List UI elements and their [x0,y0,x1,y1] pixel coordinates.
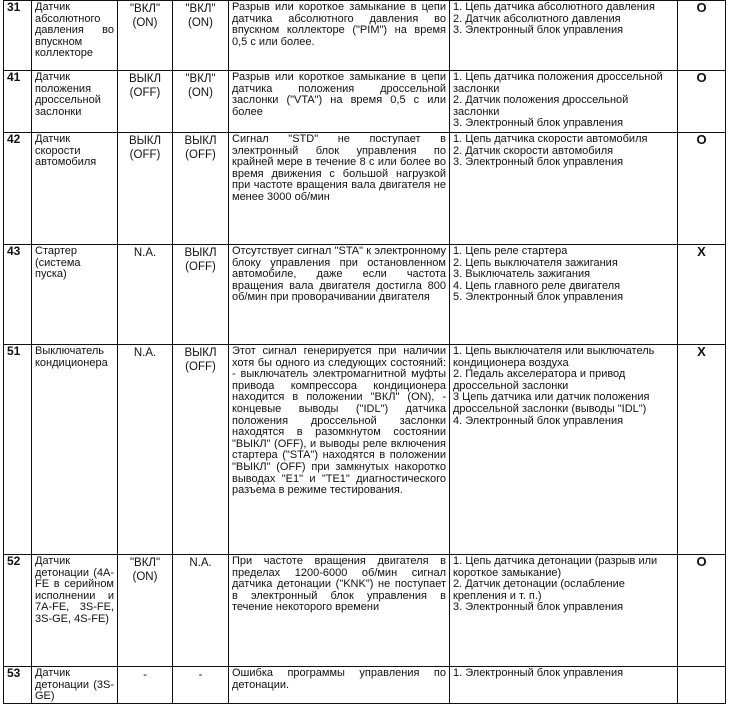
trouble-area-cell [450,1,678,71]
table-row [4,133,726,245]
condition-cell [229,667,450,704]
test-mode-on-cell [118,133,173,245]
trouble-area-item: 3. Электронный блок управления [453,156,624,169]
memory-mark-cell [678,1,726,71]
test-on-state: ВЫКЛ [128,135,162,147]
test-off-state: ВЫКЛ [184,347,217,359]
code-cell [4,1,32,71]
table-row [4,345,726,555]
test-off-state-en: (ON) [188,17,213,29]
memory-mark: O [696,0,707,15]
test-mode-on-cell [118,345,173,555]
memory-mark-cell [678,133,726,245]
table-row [4,667,726,704]
test-on-state: "ВКЛ" [129,3,161,15]
diagnosis-condition: Разрыв или короткое замыкание в цепи датчика абсолютного давления во впускном коллекторе ("PIM") на время 0,5 с или более. [232,1,446,48]
diagnostic-code-table [3,0,726,704]
test-on-state: - [143,669,147,681]
test-on-state: N.A. [133,247,157,259]
trouble-area-cell [450,667,678,704]
condition-cell [229,555,450,667]
test-mode-off-cell [173,345,229,555]
memory-mark: O [696,132,707,147]
test-mode-off-cell [173,133,229,245]
system-name: Датчик положения дроссельной заслонки [35,71,101,118]
test-mode-on-cell [118,245,173,345]
test-off-state: ВЫКЛ [184,135,217,147]
trouble-area-item: 1. Цепь датчика скорости автомобиля [453,133,648,145]
trouble-area-item: 2. Датчик абсолютного давления [453,12,621,25]
system-cell [32,667,118,704]
test-off-state-en: (OFF) [185,149,216,161]
trouble-area-cell [450,133,678,245]
diagnosis-condition: Ошибка программы управления по детонации. [232,667,446,691]
test-mode-on-cell [118,555,173,667]
code-cell [4,345,32,555]
diagnosis-condition: Сигнал "STD" не поступает в электронный блок управления по крайней мере в течение 8 с или более во время движения с большой нагрузкой при частоте вращения вала двигателя не менее 3000 об/мин [232,133,446,203]
test-mode-on-cell [118,1,173,71]
test-on-state-en: (ON) [132,17,158,29]
trouble-area-item: 1. Цепь реле стартера [453,245,568,257]
memory-mark: X [697,244,706,259]
system-cell [32,1,118,71]
condition-cell [229,345,450,555]
test-off-state: "ВКЛ" [185,73,216,85]
trouble-area-item: 3 Цепь датчика или датчик положения дроссельной заслонки (выводы "IDL") [453,391,650,415]
system-name: Датчик детонации (4A-FE в серийном исполнении и 7A-FE, 3S-FE, 3S-GE, 4S-FE) [35,555,114,625]
table-row [4,555,726,667]
memory-mark-cell [678,71,726,133]
code-number: 41 [7,70,21,84]
condition-cell [229,71,450,133]
trouble-area-item: 4. Электронный блок управления [453,414,624,427]
code-cell [4,245,32,345]
diagnosis-condition: Разрыв или короткое замыкание в цепи датчика положения дроссельной заслонки ("VTA") на время 0,5 с или более [232,71,446,118]
test-mode-on-cell [118,71,173,133]
system-cell [32,555,118,667]
code-cell [4,667,32,704]
trouble-area-item: 1. Цепь датчика детонации (разрыв или короткое замыкание) [453,555,658,579]
table-row [4,71,726,133]
diagnosis-condition: Этот сигнал генерируется при наличии хотя бы одного из следующих состояний: - выключатель электромагнитной муфты привода компрессора кондиционера находится в положении "ВКЛ" (ON), - концевые выводы ("IDL") датчика положения дроссельной заслонки находятся в разомкнутом состоянии "ВЫКЛ" (OFF), и выводы реле включения стартера ("STA") находятся в положении "ВЫКЛ" (OFF) при замкнутых накоротко выводах "E1" и "TE1" диагностического разъема в режиме тестирования. [232,345,446,497]
memory-mark: O [696,554,707,569]
system-cell [32,245,118,345]
test-on-state-en: (OFF) [129,149,161,161]
trouble-area-item: 3. Электронный блок управления [453,24,624,37]
test-mode-off-cell [173,555,229,667]
memory-mark-cell [678,245,726,345]
code-number: 42 [7,132,21,146]
memory-mark: X [697,344,706,359]
trouble-area-item: 1. Цепь выключателя или выключатель кондиционера воздуха [453,345,655,369]
trouble-area-item: 3. Электронный блок управления [453,117,624,130]
test-mode-off-cell [173,667,229,704]
test-on-state-en: (ON) [132,571,158,583]
memory-mark-cell [678,667,726,704]
code-number: 52 [7,554,21,568]
trouble-area-item: 2. Цепь выключателя зажигания [453,256,618,269]
test-off-state-en: (ON) [188,87,213,99]
test-mode-off-cell [173,245,229,345]
system-name: Датчик скорости автомобиля [35,133,97,169]
memory-mark-cell [678,555,726,667]
table-row [4,245,726,345]
trouble-area-item: 3. Выключатель зажигания [453,268,591,281]
code-number: 31 [7,0,21,14]
trouble-area-item: 2. Педаль акселератора и привод дроссельной заслонки [453,368,626,392]
memory-mark-cell [678,345,726,555]
test-off-state: - [198,669,203,681]
system-cell [32,133,118,245]
test-off-state-en: (OFF) [185,361,216,373]
test-on-state: "ВКЛ" [129,557,161,569]
system-name: Датчик абсолютного давления во впускном коллекторе [35,1,114,60]
test-on-state-en: (OFF) [129,87,161,99]
trouble-area-cell [450,71,678,133]
condition-cell [229,1,450,71]
table-row [4,1,726,71]
test-off-state: N.A. [189,557,212,569]
test-off-state: "ВКЛ" [185,3,216,15]
system-cell [32,71,118,133]
trouble-area-cell [450,345,678,555]
trouble-area-item: 5. Электронный блок управления [453,291,624,304]
system-name: Датчик детонации (3S-GE) [35,667,114,703]
trouble-area-item: 2. Датчик детонации (ослабление крепления и т. п.) [453,578,625,602]
test-mode-off-cell [173,1,229,71]
trouble-area-item: 2. Датчик скорости автомобиля [453,144,614,157]
test-off-state-en: (OFF) [185,261,216,273]
test-mode-off-cell [173,71,229,133]
trouble-area-item: 1. Электронный блок управления [453,667,624,679]
test-off-state: ВЫКЛ [184,247,217,259]
condition-cell [229,133,450,245]
code-number: 51 [7,344,21,358]
system-name: Стартер (система пуска) [35,245,81,281]
trouble-area-cell [450,245,678,345]
trouble-area-item: 1. Цепь датчика абсолютного давления [453,1,655,13]
code-cell [4,133,32,245]
trouble-area-item: 2. Датчик положения дроссельной заслонки [453,94,629,118]
code-cell [4,555,32,667]
memory-mark: O [696,70,707,85]
code-number: 43 [7,244,21,258]
code-cell [4,71,32,133]
code-number: 53 [7,666,21,680]
diagnosis-condition: При частоте вращения двигателя в пределах 1200-6000 об/мин сигнал датчика детонации ("KNK") не поступает в электронный блок управления в течение некоторого времени [232,555,446,614]
trouble-area-item: 1. Цепь датчика положения дроссельной заслонки [453,71,663,95]
system-name: Выключатель кондиционера [35,345,108,369]
test-on-state: ВЫКЛ [128,73,162,85]
trouble-area-item: 3. Электронный блок управления [453,601,624,614]
system-cell [32,345,118,555]
test-mode-on-cell [118,667,173,704]
condition-cell [229,245,450,345]
test-on-state: N.A. [133,347,157,359]
trouble-area-cell [450,555,678,667]
diagnosis-condition: Отсутствует сигнал "STA" к электронному блоку управления при остановленном автомобиле, даже если частота вращения вала двигателя достигла 800 об/мин при проворачивании двигателя [232,245,446,304]
trouble-area-item: 4. Цепь главного реле двигателя [453,279,621,292]
